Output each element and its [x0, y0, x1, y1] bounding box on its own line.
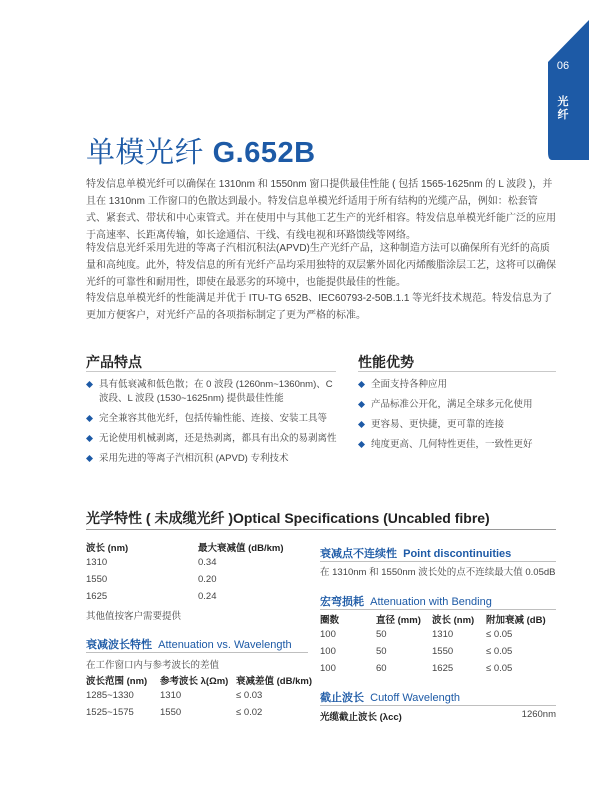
table-row: 1625 0.24	[86, 591, 217, 602]
advantages-list	[358, 378, 556, 458]
bending-table	[320, 612, 556, 680]
attenuation-vs-wavelength-rule	[86, 652, 308, 653]
advantages-heading: 性能优势	[358, 354, 414, 370]
table-row: 1285~1330 1310 ≤ 0.03	[86, 690, 263, 701]
attenuation-vs-wavelength-table	[86, 673, 316, 724]
diamond-bullet-icon	[86, 455, 93, 462]
table-row: 100 50 1310 ≤ 0.05	[320, 629, 513, 640]
features-list	[86, 378, 344, 472]
table-note: 其他值按客户需要提供	[86, 611, 182, 622]
title-en: G.652B	[212, 137, 316, 169]
diamond-bullet-icon	[358, 381, 365, 388]
list-item: 采用先进的等离子汽相沉积 (APVD) 专利技术	[86, 452, 344, 466]
intro-paragraph-3: 特发信息单模光纤的性能满足并优于 ITU-TG 652B、IEC60793-2-50B.1.1 等光纤技术规范。特发信息为了更加方便客户，对光纤产品的各项指标制定了更为严格的标准。	[86, 293, 553, 321]
point-discontinuities-heading: 衰减点不连续性 Point discontinuities	[320, 548, 512, 560]
bending-heading: 宏弯损耗 Attenuation with Bending	[320, 596, 492, 608]
intro-paragraph-1: 特发信息单模光纤可以确保在 1310nm 和 1550nm 窗口提供最佳性能 ( 包括 1565-1625nm 的 L 波段 )，并且在 1310nm 工作窗口的色散达到最小。特发信息单模光纤适用于所有结构的光缆产品，例如：松套管式、紧套式、带状和中心束管式。并在使用中与其他工艺生产的光纤相容。特发信息单模光纤能广泛的应用于高速率、长距离传输，如长途通信、干线、有线电视和环路馈线等网络。	[86, 179, 556, 241]
table-header-row: 圈数 直径 (mm) 波长 (nm) 附加衰减 (dB)	[320, 615, 546, 626]
cutoff-rule	[320, 705, 556, 706]
point-discontinuities-text: 在 1310nm 和 1550nm 波长处的点不连续最大值 0.05dB	[320, 567, 556, 578]
table-row: 1550 0.20	[86, 574, 217, 585]
chapter-label: 光纤	[557, 96, 569, 121]
diamond-bullet-icon	[358, 401, 365, 408]
table-row: 100 50 1550 ≤ 0.05	[320, 646, 513, 657]
diamond-bullet-icon	[358, 421, 365, 428]
cutoff-value: 1260nm	[521, 709, 556, 720]
page-number: 06	[556, 60, 570, 72]
page-title	[86, 130, 316, 171]
chapter-tab-shape	[532, 0, 589, 160]
list-item: 无论使用机械剥离，还是热剥离，都具有出众的易剥离性	[86, 432, 344, 446]
list-item: 纯度更高、几何特性更佳，一致性更好	[358, 438, 556, 452]
cutoff-label: 光缆截止波长 (λcc)	[320, 712, 402, 723]
optical-specs-rule	[86, 529, 556, 530]
list-item: 完全兼容其他光纤，包括传输性能、连接、安装工具等	[86, 412, 344, 426]
features-heading: 产品特点	[86, 354, 142, 370]
advantages-rule	[358, 371, 556, 372]
table-row: 100 60 1625 ≤ 0.05	[320, 663, 513, 674]
list-item: 具有低衰减和低色散；在 0 波段 (1260nm~1360nm)、C 波段、L 波段 (1530~1625nm) 提供最佳性能	[86, 378, 344, 406]
attenuation-vs-wavelength-note: 在工作窗口内与参考波长的差值	[86, 660, 220, 671]
header-wavelength: 波长 (nm)	[86, 543, 129, 554]
table-row: 1525~1575 1550 ≤ 0.02	[86, 707, 263, 718]
header-max-attenuation: 最大衰减值 (dB/km)	[198, 543, 284, 554]
diamond-bullet-icon	[358, 441, 365, 448]
intro-paragraph-2: 特发信息光纤采用先进的等离子汽相沉积法(APVD)生产光纤产品，这种制造方法可以确保所有光纤的高质量和高纯度。此外，特发信息的所有光纤产品均采用独特的双层紫外固化丙烯酸脂涂层工艺，这将可以确保光纤的可靠性和耐用性，即使在最恶劣的环境中，也能提供最佳的性能。	[86, 243, 556, 288]
list-item: 全面支持各种应用	[358, 378, 556, 392]
table-row: 1310 0.34	[86, 557, 217, 568]
table-header-row: 波长范围 (nm) 参考波长 λ(Ωm) 衰减差值 (dB/km)	[86, 676, 313, 687]
chapter-tab	[532, 0, 589, 160]
features-rule	[86, 371, 336, 372]
table-header-row	[86, 540, 306, 557]
point-discontinuities-rule	[320, 561, 556, 562]
title-zh: 单模光纤	[86, 137, 205, 169]
cutoff-heading: 截止波长 Cutoff Wavelength	[320, 692, 461, 704]
list-item: 更容易、更快捷，更可靠的连接	[358, 418, 556, 432]
diamond-bullet-icon	[86, 381, 93, 388]
diamond-bullet-icon	[86, 435, 93, 442]
optical-specs-heading: 光学特性 ( 未成缆光纤 )Optical Specifications (Uncabled fibre)	[86, 510, 490, 526]
diamond-bullet-icon	[86, 415, 93, 422]
list-item: 产品标准公开化，满足全球多元化使用	[358, 398, 556, 412]
bending-rule	[320, 609, 556, 610]
attenuation-vs-wavelength-heading: 衰减波长特性 Attenuation vs. Wavelength	[86, 639, 292, 651]
attenuation-table	[86, 540, 306, 625]
